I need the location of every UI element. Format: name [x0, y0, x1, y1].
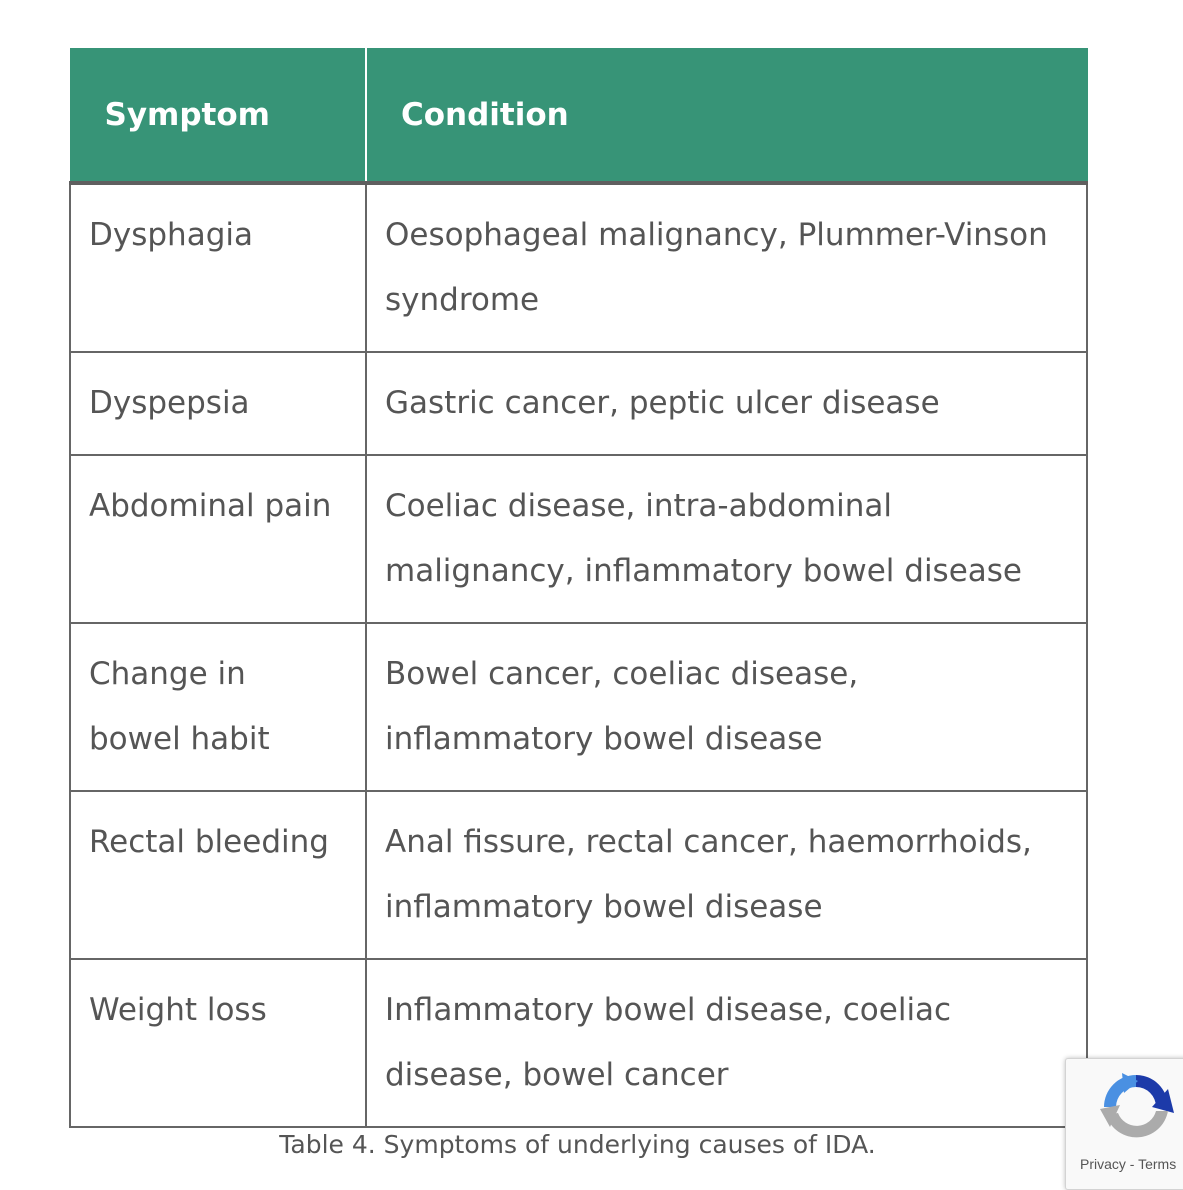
- symptom-cell: Dysphagia: [70, 183, 366, 352]
- symptom-cell: Rectal bleeding: [70, 791, 366, 959]
- table-row: [70, 791, 1087, 959]
- condition-cell: Bowel cancer, coeliac disease, inflammatory bowel disease: [366, 623, 1087, 791]
- table-row: [70, 455, 1087, 623]
- condition-cell: Inflammatory bowel disease, coeliac disease, bowel cancer: [366, 959, 1087, 1127]
- table-caption: Table 4. Symptoms of underlying causes of IDA.: [279, 1130, 876, 1159]
- condition-cell: Oesophageal malignancy, Plummer-Vinson syndrome: [366, 183, 1087, 352]
- table-row: [70, 352, 1087, 455]
- condition-cell: Gastric cancer, peptic ulcer disease: [366, 352, 1087, 455]
- recaptcha-logo-icon: [1098, 1069, 1174, 1153]
- symptoms-table-container: [69, 48, 1086, 1128]
- recaptcha-badge[interactable]: [1065, 1058, 1183, 1190]
- header-symptom: Symptom: [70, 49, 366, 183]
- symptom-cell: Change in bowel habit: [70, 623, 366, 791]
- symptom-cell: Weight loss: [70, 959, 366, 1127]
- symptom-cell: Abdominal pain: [70, 455, 366, 623]
- table-row: [70, 623, 1087, 791]
- header-condition: Condition: [366, 49, 1087, 183]
- recaptcha-links[interactable]: Privacy - Terms: [1080, 1156, 1177, 1172]
- condition-cell: Anal fissure, rectal cancer, haemorrhoids, inflammatory bowel disease: [366, 791, 1087, 959]
- table-header-row: [70, 49, 1087, 183]
- condition-cell: Coeliac disease, intra-abdominal malignancy, inflammatory bowel disease: [366, 455, 1087, 623]
- symptoms-table: [69, 48, 1088, 1128]
- table-row: [70, 183, 1087, 352]
- table-row: [70, 959, 1087, 1127]
- symptom-cell: Dyspepsia: [70, 352, 366, 455]
